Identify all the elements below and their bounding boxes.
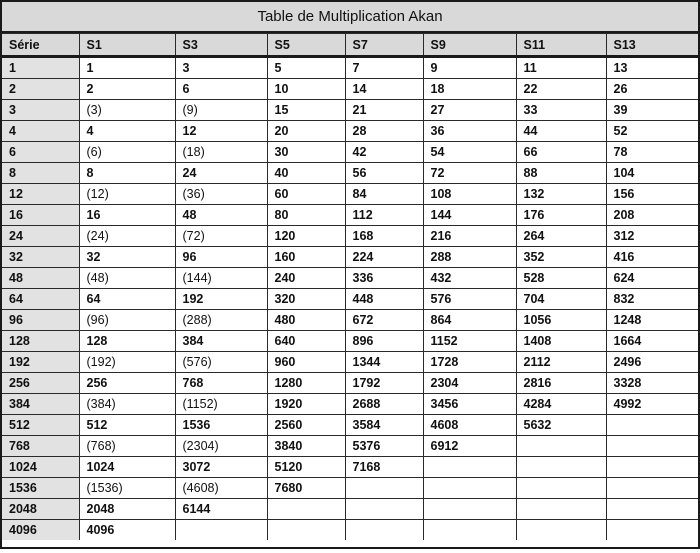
product-cell: 9 xyxy=(423,57,516,79)
table-row xyxy=(2,520,698,541)
series-cell: 384 xyxy=(2,394,79,415)
product-cell: 528 xyxy=(516,268,606,289)
product-cell: 7168 xyxy=(345,457,423,478)
product-cell: 3456 xyxy=(423,394,516,415)
product-cell: 16 xyxy=(79,205,175,226)
product-cell: 22 xyxy=(516,79,606,100)
product-cell: 672 xyxy=(345,310,423,331)
product-cell xyxy=(175,520,267,541)
product-cell xyxy=(606,457,698,478)
product-cell: 512 xyxy=(79,415,175,436)
table-row xyxy=(2,142,698,163)
product-cell: 20 xyxy=(267,121,345,142)
product-cell: 448 xyxy=(345,289,423,310)
table-row xyxy=(2,289,698,310)
product-cell: 66 xyxy=(516,142,606,163)
product-cell: 1 xyxy=(79,57,175,79)
product-cell: 27 xyxy=(423,100,516,121)
product-cell: 3072 xyxy=(175,457,267,478)
table-row xyxy=(2,100,698,121)
product-cell xyxy=(606,415,698,436)
product-cell: 48 xyxy=(175,205,267,226)
product-cell: 2688 xyxy=(345,394,423,415)
product-cell xyxy=(345,520,423,541)
table-row xyxy=(2,247,698,268)
product-cell: 64 xyxy=(79,289,175,310)
product-cell: 3 xyxy=(175,57,267,79)
product-cell: 288 xyxy=(423,247,516,268)
header-s5: S5 xyxy=(267,34,345,57)
product-cell: 1536 xyxy=(175,415,267,436)
product-cell: (6) xyxy=(79,142,175,163)
product-cell: 2816 xyxy=(516,373,606,394)
product-cell: 216 xyxy=(423,226,516,247)
product-cell: (36) xyxy=(175,184,267,205)
product-cell: 84 xyxy=(345,184,423,205)
product-cell: 160 xyxy=(267,247,345,268)
product-cell: 2496 xyxy=(606,352,698,373)
product-cell: 14 xyxy=(345,79,423,100)
series-cell: 48 xyxy=(2,268,79,289)
product-cell: (1536) xyxy=(79,478,175,499)
product-cell xyxy=(345,478,423,499)
product-cell: 896 xyxy=(345,331,423,352)
product-cell: 39 xyxy=(606,100,698,121)
product-cell: (3) xyxy=(79,100,175,121)
product-cell: 1408 xyxy=(516,331,606,352)
table-row xyxy=(2,121,698,142)
product-cell xyxy=(516,436,606,457)
product-cell xyxy=(267,499,345,520)
product-cell xyxy=(606,499,698,520)
product-cell: 960 xyxy=(267,352,345,373)
multiplication-table xyxy=(2,33,698,540)
product-cell: 54 xyxy=(423,142,516,163)
product-cell xyxy=(423,478,516,499)
product-cell: 56 xyxy=(345,163,423,184)
product-cell: 96 xyxy=(175,247,267,268)
product-cell: 28 xyxy=(345,121,423,142)
product-cell: 3584 xyxy=(345,415,423,436)
product-cell xyxy=(606,520,698,541)
product-cell: 1728 xyxy=(423,352,516,373)
product-cell: 108 xyxy=(423,184,516,205)
product-cell: 5 xyxy=(267,57,345,79)
product-cell: 640 xyxy=(267,331,345,352)
product-cell: 156 xyxy=(606,184,698,205)
series-cell: 4 xyxy=(2,121,79,142)
product-cell xyxy=(345,499,423,520)
product-cell: 26 xyxy=(606,79,698,100)
table-row xyxy=(2,457,698,478)
product-cell: 2304 xyxy=(423,373,516,394)
product-cell: 72 xyxy=(423,163,516,184)
table-row xyxy=(2,436,698,457)
product-cell: 30 xyxy=(267,142,345,163)
product-cell: (384) xyxy=(79,394,175,415)
product-cell: (4608) xyxy=(175,478,267,499)
product-cell: 3840 xyxy=(267,436,345,457)
product-cell: 1920 xyxy=(267,394,345,415)
product-cell: 4992 xyxy=(606,394,698,415)
product-cell: 256 xyxy=(79,373,175,394)
product-cell: 1248 xyxy=(606,310,698,331)
product-cell: (96) xyxy=(79,310,175,331)
product-cell: 78 xyxy=(606,142,698,163)
product-cell: 42 xyxy=(345,142,423,163)
header-serie: Série xyxy=(2,34,79,57)
table-row xyxy=(2,57,698,79)
series-cell: 32 xyxy=(2,247,79,268)
product-cell: 208 xyxy=(606,205,698,226)
product-cell: 192 xyxy=(175,289,267,310)
product-cell: 15 xyxy=(267,100,345,121)
series-cell: 16 xyxy=(2,205,79,226)
product-cell: 4096 xyxy=(79,520,175,541)
product-cell xyxy=(516,520,606,541)
product-cell: 1792 xyxy=(345,373,423,394)
product-cell: 704 xyxy=(516,289,606,310)
header-s7: S7 xyxy=(345,34,423,57)
product-cell: 384 xyxy=(175,331,267,352)
product-cell: 5376 xyxy=(345,436,423,457)
product-cell xyxy=(267,520,345,541)
product-cell: 5632 xyxy=(516,415,606,436)
product-cell xyxy=(516,457,606,478)
series-cell: 96 xyxy=(2,310,79,331)
product-cell: 112 xyxy=(345,205,423,226)
series-cell: 1536 xyxy=(2,478,79,499)
product-cell: 1152 xyxy=(423,331,516,352)
product-cell: 18 xyxy=(423,79,516,100)
product-cell: 52 xyxy=(606,121,698,142)
series-cell: 128 xyxy=(2,331,79,352)
product-cell: (24) xyxy=(79,226,175,247)
product-cell: 4284 xyxy=(516,394,606,415)
series-cell: 256 xyxy=(2,373,79,394)
table-row xyxy=(2,205,698,226)
product-cell: 2112 xyxy=(516,352,606,373)
product-cell: 44 xyxy=(516,121,606,142)
product-cell: 4608 xyxy=(423,415,516,436)
table-row xyxy=(2,226,698,247)
series-cell: 1 xyxy=(2,57,79,79)
product-cell: (2304) xyxy=(175,436,267,457)
product-cell: 352 xyxy=(516,247,606,268)
table-row xyxy=(2,268,698,289)
header-s9: S9 xyxy=(423,34,516,57)
product-cell: 416 xyxy=(606,247,698,268)
product-cell: 13 xyxy=(606,57,698,79)
product-cell: 768 xyxy=(175,373,267,394)
product-cell: 21 xyxy=(345,100,423,121)
series-cell: 8 xyxy=(2,163,79,184)
series-cell: 768 xyxy=(2,436,79,457)
series-cell: 3 xyxy=(2,100,79,121)
header-s1: S1 xyxy=(79,34,175,57)
product-cell: (72) xyxy=(175,226,267,247)
product-cell: 864 xyxy=(423,310,516,331)
product-cell: 320 xyxy=(267,289,345,310)
product-cell: 224 xyxy=(345,247,423,268)
header-s11: S11 xyxy=(516,34,606,57)
table-body xyxy=(2,57,698,541)
product-cell: 33 xyxy=(516,100,606,121)
series-cell: 1024 xyxy=(2,457,79,478)
header-s13: S13 xyxy=(606,34,698,57)
product-cell: 36 xyxy=(423,121,516,142)
table-title: Table de Multiplication Akan xyxy=(2,2,698,33)
table-row xyxy=(2,331,698,352)
series-cell: 2 xyxy=(2,79,79,100)
product-cell xyxy=(516,499,606,520)
product-cell: 5120 xyxy=(267,457,345,478)
product-cell xyxy=(423,457,516,478)
product-cell: 6912 xyxy=(423,436,516,457)
product-cell: 1024 xyxy=(79,457,175,478)
product-cell: 128 xyxy=(79,331,175,352)
series-cell: 12 xyxy=(2,184,79,205)
table-row xyxy=(2,373,698,394)
table-row xyxy=(2,184,698,205)
product-cell: 32 xyxy=(79,247,175,268)
product-cell: 264 xyxy=(516,226,606,247)
table-row xyxy=(2,394,698,415)
series-cell: 24 xyxy=(2,226,79,247)
product-cell: 2 xyxy=(79,79,175,100)
product-cell xyxy=(516,478,606,499)
product-cell: 336 xyxy=(345,268,423,289)
product-cell: 132 xyxy=(516,184,606,205)
product-cell: 312 xyxy=(606,226,698,247)
product-cell: 240 xyxy=(267,268,345,289)
series-cell: 2048 xyxy=(2,499,79,520)
product-cell: 12 xyxy=(175,121,267,142)
product-cell: 2560 xyxy=(267,415,345,436)
product-cell: (288) xyxy=(175,310,267,331)
product-cell: 8 xyxy=(79,163,175,184)
product-cell: (18) xyxy=(175,142,267,163)
product-cell: (768) xyxy=(79,436,175,457)
product-cell: 4 xyxy=(79,121,175,142)
product-cell: 168 xyxy=(345,226,423,247)
product-cell: (192) xyxy=(79,352,175,373)
table-row xyxy=(2,79,698,100)
product-cell: 1280 xyxy=(267,373,345,394)
product-cell: (48) xyxy=(79,268,175,289)
product-cell: 576 xyxy=(423,289,516,310)
table-row xyxy=(2,415,698,436)
product-cell xyxy=(423,499,516,520)
product-cell: 1344 xyxy=(345,352,423,373)
table-row xyxy=(2,499,698,520)
product-cell: 1056 xyxy=(516,310,606,331)
product-cell: 11 xyxy=(516,57,606,79)
product-cell: 40 xyxy=(267,163,345,184)
product-cell: (1152) xyxy=(175,394,267,415)
product-cell xyxy=(606,478,698,499)
product-cell: 1664 xyxy=(606,331,698,352)
series-cell: 6 xyxy=(2,142,79,163)
series-cell: 64 xyxy=(2,289,79,310)
product-cell: 104 xyxy=(606,163,698,184)
table-row xyxy=(2,352,698,373)
product-cell: (576) xyxy=(175,352,267,373)
table-row xyxy=(2,310,698,331)
product-cell: 2048 xyxy=(79,499,175,520)
product-cell: 120 xyxy=(267,226,345,247)
product-cell: 7 xyxy=(345,57,423,79)
table-row xyxy=(2,163,698,184)
product-cell: 6 xyxy=(175,79,267,100)
product-cell: 176 xyxy=(516,205,606,226)
product-cell: 432 xyxy=(423,268,516,289)
series-cell: 4096 xyxy=(2,520,79,541)
product-cell: (12) xyxy=(79,184,175,205)
product-cell: 10 xyxy=(267,79,345,100)
product-cell: 60 xyxy=(267,184,345,205)
product-cell: 480 xyxy=(267,310,345,331)
product-cell: 7680 xyxy=(267,478,345,499)
product-cell: 624 xyxy=(606,268,698,289)
header-s3: S3 xyxy=(175,34,267,57)
series-cell: 512 xyxy=(2,415,79,436)
product-cell xyxy=(606,436,698,457)
product-cell: 88 xyxy=(516,163,606,184)
product-cell: (144) xyxy=(175,268,267,289)
product-cell xyxy=(423,520,516,541)
product-cell: 3328 xyxy=(606,373,698,394)
product-cell: (9) xyxy=(175,100,267,121)
header-row xyxy=(2,34,698,57)
product-cell: 6144 xyxy=(175,499,267,520)
product-cell: 144 xyxy=(423,205,516,226)
product-cell: 24 xyxy=(175,163,267,184)
table-row xyxy=(2,478,698,499)
product-cell: 80 xyxy=(267,205,345,226)
series-cell: 192 xyxy=(2,352,79,373)
product-cell: 832 xyxy=(606,289,698,310)
